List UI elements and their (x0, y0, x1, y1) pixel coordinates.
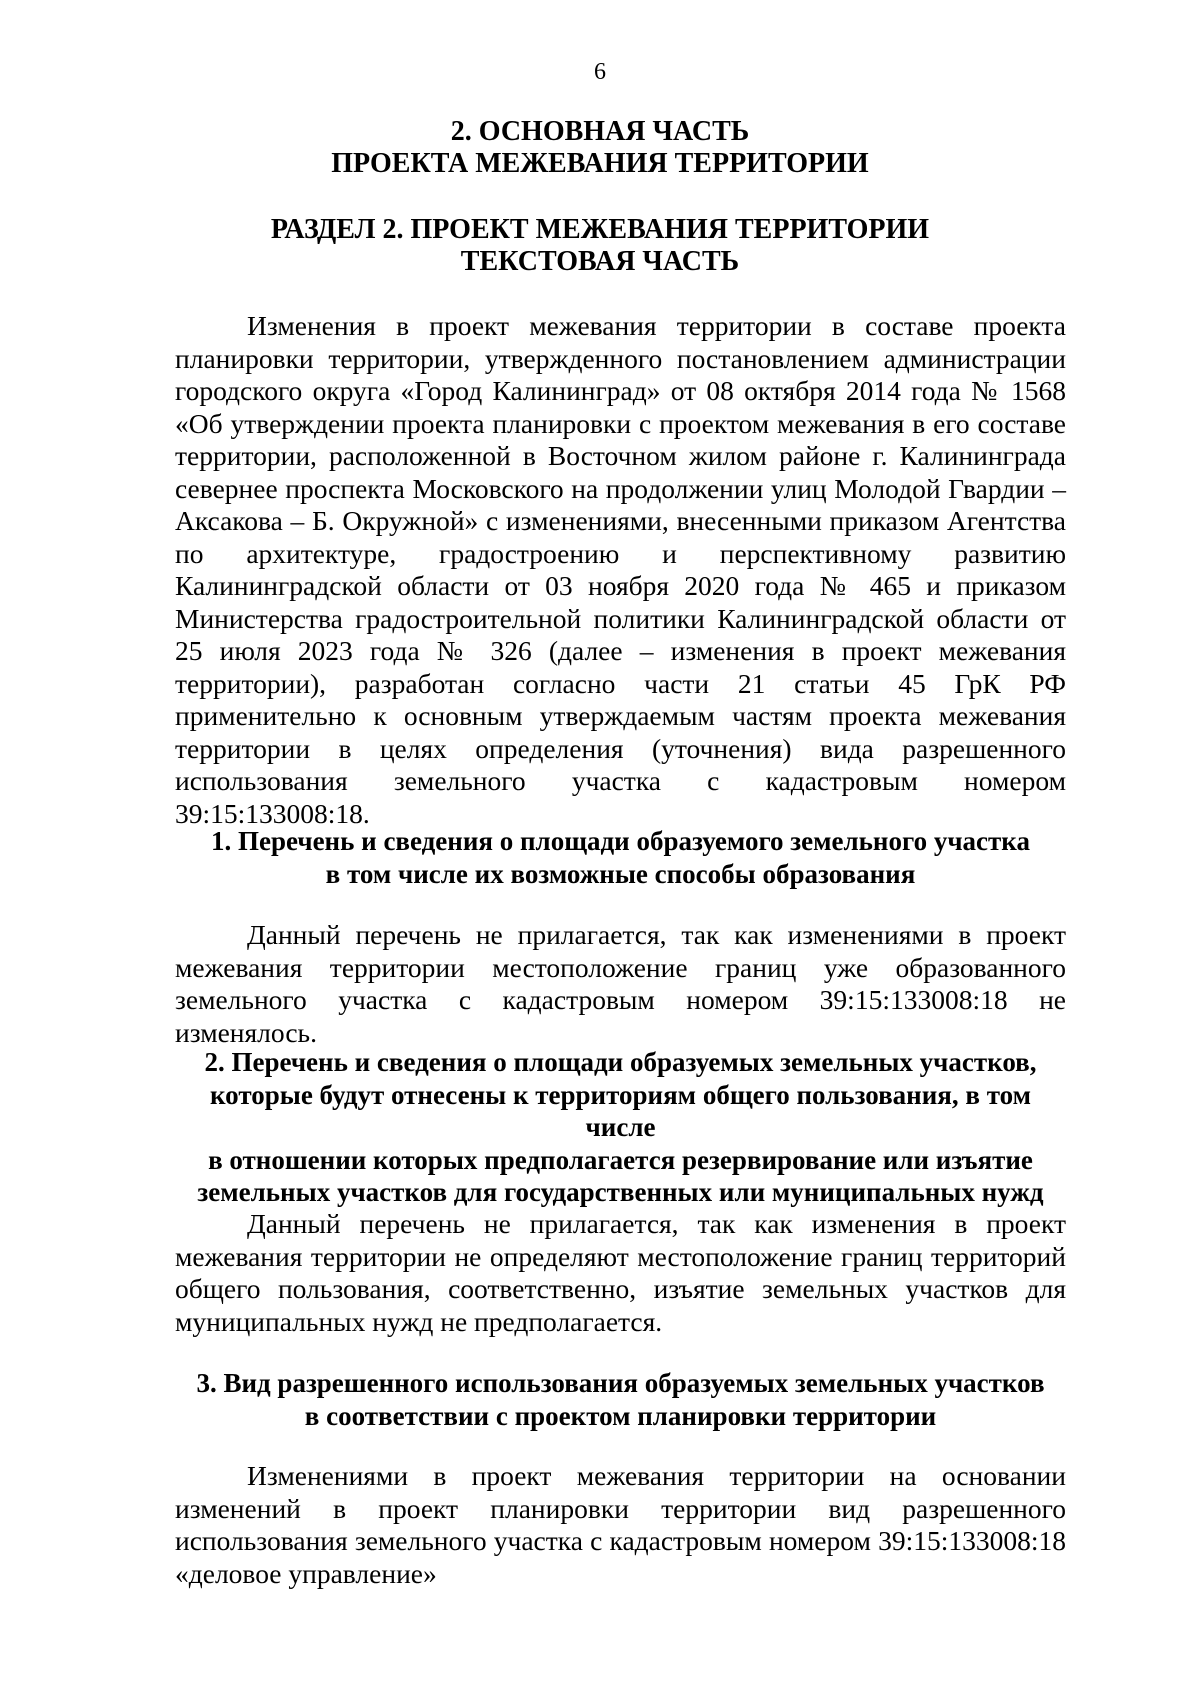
section-title-line-2: ТЕКСТОВАЯ ЧАСТЬ (460, 246, 740, 277)
section-2-heading (175, 1046, 1066, 1209)
section-1-heading-line-1: 1. Перечень и сведения о площади образуемого земельного участка (211, 826, 1030, 856)
main-title (0, 116, 1200, 180)
section-3-paragraph (175, 1460, 1066, 1590)
section-3-heading-line-1: 3. Вид разрешенного использования образуемых земельных участков (196, 1368, 1045, 1398)
main-title-line-1: 2. ОСНОВНАЯ ЧАСТЬ (450, 116, 750, 147)
section-2-heading-line-1: 2. Перечень и сведения о площади образуемых земельных участков, (204, 1047, 1037, 1077)
intro-paragraph (175, 310, 1066, 830)
section-title (0, 214, 1200, 278)
section-3-text: Изменениями в проект межевания территории на основании изменений в проект планировки территории вид разрешенного использования земельного участка с кадастровым номером 39:15:133008:18 «деловое управление» (175, 1460, 1066, 1589)
main-title-line-2: ПРОЕКТА МЕЖЕВАНИЯ ТЕРРИТОРИИ (331, 148, 869, 179)
section-1-text: Данный перечень не прилагается, так как изменениями в проект межевания территории местоположение границ уже образованного земельного участка с кадастровым номером 39:15:133008:18 не изменялось. (175, 919, 1066, 1048)
section-2-text: Данный перечень не прилагается, так как изменения в проект межевания территории не определяют местоположение границ территорий общего пользования, соответственно, изъятие земельных участков для муниципальных нужд не предполагается. (175, 1208, 1066, 1337)
section-title-line-1: РАЗДЕЛ 2. ПРОЕКТ МЕЖЕВАНИЯ ТЕРРИТОРИИ (270, 214, 930, 245)
intro-paragraph-text: Изменения в проект межевания территории в составе проекта планировки территории, утвержденного постановлением администрации городского округа «Город Калининград» от 08 октября 2014 года № 1568 «Об утверждении проекта планировки с проектом межевания в его составе территории, расположенной в Восточном жилом районе г. Калининграда севернее проспекта Московского на продолжении улиц Молодой Гвардии – Аксакова – Б. Окружной» с изменениями, внесенными приказом Агентства по архитектуре, градостроению и перспективному развитию Калининградской области от 03 ноября 2020 года № 465 и приказом Министерства градостроительной политики Калининградской области от 25 июля 2023 года № 326 (далее – изменения в проект межевания территории), разработан согласно части 21 статьи 45 ГрК РФ применительно к основным утверждаемым частям проекта межевания территории в целях определения (уточнения) вида разрешенного использования земельного участка с кадастровым номером 39:15:133008:18. (175, 310, 1066, 829)
section-2-paragraph (175, 1208, 1066, 1338)
section-3-heading (175, 1367, 1066, 1432)
section-1-heading-line-2: в том числе их возможные способы образования (325, 858, 916, 889)
section-2-heading-line-3: в отношении которых предполагается резервирование или изъятие (208, 1144, 1033, 1175)
section-1-paragraph (175, 919, 1066, 1049)
section-2-heading-line-4: земельных участков для государственных или муниципальных нужд (197, 1177, 1044, 1207)
section-3-heading-line-2: в соответствии с проектом планировки территории (304, 1400, 937, 1431)
section-1-heading (175, 825, 1066, 890)
section-2-heading-line-2: которые будут отнесены к территориям общего пользования, в том числе (209, 1079, 1032, 1142)
page-number: 6 (594, 59, 606, 85)
